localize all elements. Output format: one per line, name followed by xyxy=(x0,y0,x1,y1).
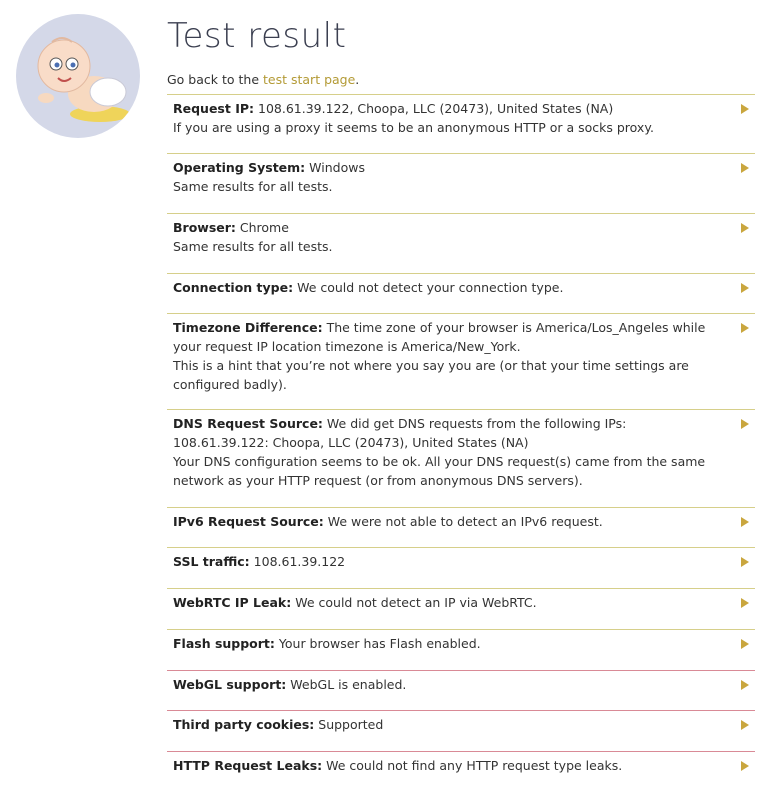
result-row[interactable] xyxy=(167,213,755,273)
result-label: Third party cookies: xyxy=(173,717,315,732)
expand-arrow-icon[interactable] xyxy=(741,761,749,771)
result-label: WebGL support: xyxy=(173,677,287,692)
result-detail: 108.61.39.122: Choopa, LLC (20473), United States (NA) xyxy=(173,435,529,450)
baby-logo-icon xyxy=(16,14,140,138)
expand-arrow-icon[interactable] xyxy=(741,323,749,333)
back-text: Go back to the xyxy=(167,72,263,87)
result-line xyxy=(173,318,721,356)
result-value: We could not detect your connection type. xyxy=(293,280,564,295)
result-value: 108.61.39.122 xyxy=(249,554,346,569)
result-line xyxy=(173,512,721,531)
result-value: Your browser has Flash enabled. xyxy=(274,636,481,651)
result-label: Flash support: xyxy=(173,636,275,651)
baby-logo xyxy=(16,14,140,138)
expand-arrow-icon[interactable] xyxy=(741,223,749,233)
result-value: Windows xyxy=(305,160,365,175)
result-line xyxy=(173,756,721,775)
result-label: Timezone Difference: xyxy=(173,320,323,335)
result-row[interactable] xyxy=(167,710,755,751)
result-value: The time zone of your browser is America/Los_Angeles while your request IP location timezone is America/New_York. xyxy=(173,320,706,354)
main-content xyxy=(167,0,755,791)
results-list xyxy=(167,94,755,791)
result-line xyxy=(173,634,721,653)
result-row[interactable] xyxy=(167,273,755,313)
result-line xyxy=(173,99,721,118)
page-title: Test result xyxy=(167,16,347,56)
expand-arrow-icon[interactable] xyxy=(741,680,749,690)
expand-arrow-icon[interactable] xyxy=(741,557,749,567)
result-row[interactable] xyxy=(167,313,755,409)
result-value: Supported xyxy=(314,717,384,732)
result-value: WebGL is enabled. xyxy=(286,677,407,692)
result-label: HTTP Request Leaks: xyxy=(173,758,323,773)
result-label: DNS Request Source: xyxy=(173,416,323,431)
result-value: We could not detect an IP via WebRTC. xyxy=(291,595,537,610)
result-row[interactable] xyxy=(167,751,755,791)
result-row[interactable] xyxy=(167,547,755,588)
result-row[interactable] xyxy=(167,670,755,710)
result-detail: Same results for all tests. xyxy=(173,179,333,194)
result-line xyxy=(173,552,721,571)
expand-arrow-icon[interactable] xyxy=(741,639,749,649)
result-label: SSL traffic: xyxy=(173,554,250,569)
result-line xyxy=(173,158,721,177)
result-line xyxy=(173,675,721,694)
expand-arrow-icon[interactable] xyxy=(741,720,749,730)
expand-arrow-icon[interactable] xyxy=(741,517,749,527)
result-row[interactable] xyxy=(167,153,755,213)
result-line xyxy=(173,218,721,237)
result-line xyxy=(173,593,721,612)
result-row[interactable] xyxy=(167,409,755,507)
result-detail: Your DNS configuration seems to be ok. All your DNS request(s) came from the same network as your HTTP request (or from anonymous DNS servers). xyxy=(173,454,706,488)
expand-arrow-icon[interactable] xyxy=(741,598,749,608)
result-detail: If you are using a proxy it seems to be an anonymous HTTP or a socks proxy. xyxy=(173,120,654,135)
result-value: We could not find any HTTP request type leaks. xyxy=(322,758,623,773)
result-detail: Same results for all tests. xyxy=(173,239,333,254)
result-label: IPv6 Request Source: xyxy=(173,514,324,529)
back-suffix: . xyxy=(355,72,360,87)
result-row[interactable] xyxy=(167,94,755,153)
result-label: Connection type: xyxy=(173,280,294,295)
result-line xyxy=(173,715,721,734)
result-value: Chrome xyxy=(235,220,289,235)
result-value: 108.61.39.122, Choopa, LLC (20473), United States (NA) xyxy=(254,101,614,116)
result-detail: This is a hint that you’re not where you say you are (or that your time settings are configured badly). xyxy=(173,358,689,392)
expand-arrow-icon[interactable] xyxy=(741,163,749,173)
result-value: We were not able to detect an IPv6 request. xyxy=(323,514,603,529)
result-line xyxy=(173,414,721,433)
result-row[interactable] xyxy=(167,588,755,629)
result-label: Browser: xyxy=(173,220,236,235)
result-row[interactable] xyxy=(167,629,755,670)
result-label: Operating System: xyxy=(173,160,306,175)
expand-arrow-icon[interactable] xyxy=(741,283,749,293)
result-label: WebRTC IP Leak: xyxy=(173,595,292,610)
result-line xyxy=(173,278,721,297)
expand-arrow-icon[interactable] xyxy=(741,419,749,429)
expand-arrow-icon[interactable] xyxy=(741,104,749,114)
result-row[interactable] xyxy=(167,507,755,547)
test-start-link[interactable]: test start page xyxy=(263,72,356,87)
result-value: We did get DNS requests from the following IPs: xyxy=(322,416,627,431)
back-line xyxy=(167,72,755,88)
result-label: Request IP: xyxy=(173,101,255,116)
